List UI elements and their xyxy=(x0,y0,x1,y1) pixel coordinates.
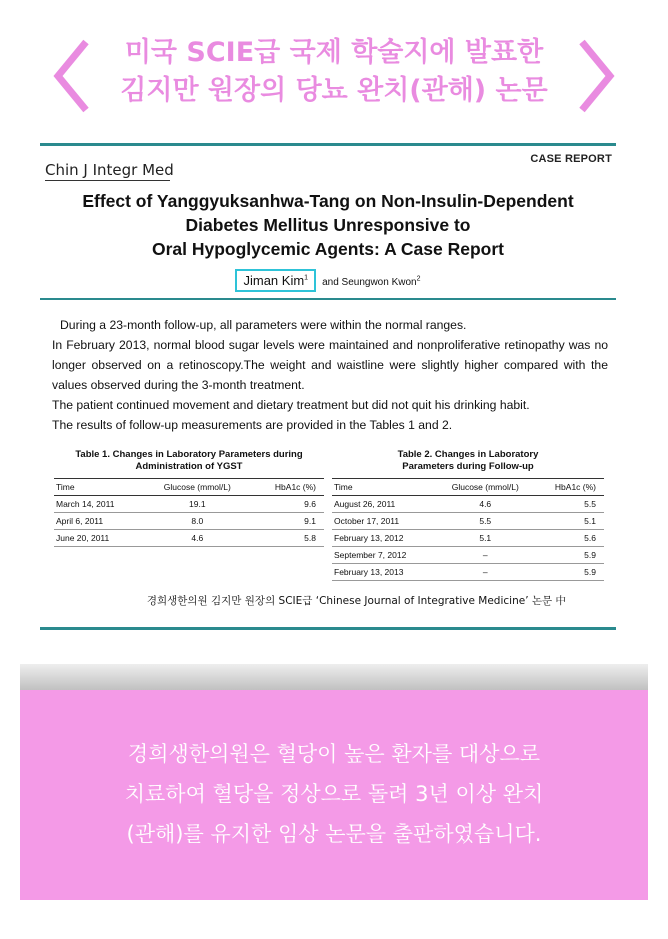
table-row xyxy=(54,513,324,530)
paragraph-line-3: The patient continued movement and dietary treatment but did not quit his drinking habit. xyxy=(52,398,530,412)
author-rest-text: and Seungwon Kwon xyxy=(322,276,417,288)
table-row xyxy=(332,513,604,530)
table-header-cell: Time xyxy=(332,479,437,496)
paper-title-line-2: Diabetes Mellitus Unresponsive to xyxy=(185,215,471,235)
table-1-title-line-2: Administration of YGST xyxy=(135,461,243,472)
table-cell: 5.1 xyxy=(437,530,534,547)
table-cell: 8.0 xyxy=(145,513,249,530)
table-1-grid xyxy=(54,478,324,547)
table-cell: June 20, 2011 xyxy=(54,530,145,547)
author-1-name: Jiman Kim xyxy=(243,273,305,288)
table-header-cell: HbA1c (%) xyxy=(249,479,324,496)
table-cell: October 17, 2011 xyxy=(332,513,437,530)
mid-rule xyxy=(40,298,616,300)
table-cell: March 14, 2011 xyxy=(54,496,145,513)
paragraph-line-4: The results of follow-up measurements are provided in the Tables 1 and 2. xyxy=(52,418,453,432)
summary-text xyxy=(20,734,648,854)
table-cell: 5.1 xyxy=(534,513,604,530)
highlighted-author xyxy=(235,269,316,292)
table-cell: – xyxy=(437,564,534,581)
table-row xyxy=(332,547,604,564)
paper-caption: 경희생한의원 김지만 원장의 SCIE급 ‘Chinese Journal of Integrative Medicine’ 논문 中 xyxy=(146,595,566,607)
paper-paragraph xyxy=(52,315,608,435)
table-row xyxy=(54,530,324,547)
table-cell: February 13, 2013 xyxy=(332,564,437,581)
table-cell: 5.9 xyxy=(534,547,604,564)
table-cell: 9.6 xyxy=(249,496,324,513)
table-cell: 19.1 xyxy=(145,496,249,513)
banner-title-line-1: 미국 SCIE급 국제 학술지에 발표한 xyxy=(124,37,544,68)
section-label: CASE REPORT xyxy=(530,153,612,165)
other-authors xyxy=(322,277,420,288)
table-cell: 5.5 xyxy=(534,496,604,513)
summary-line-1: 경희생한의원은 혈당이 높은 환자를 대상으로 xyxy=(127,742,541,766)
table-row xyxy=(332,496,604,513)
table-cell: 5.5 xyxy=(437,513,534,530)
table-header-cell: Time xyxy=(54,479,145,496)
table-cell: April 6, 2011 xyxy=(54,513,145,530)
box-shadow-strip xyxy=(20,664,648,692)
table-cell: 5.6 xyxy=(534,530,604,547)
table-cell: February 13, 2012 xyxy=(332,530,437,547)
paper-excerpt xyxy=(40,143,616,633)
table-2-grid xyxy=(332,478,604,581)
table-cell: 4.6 xyxy=(145,530,249,547)
table-2-title-line-1: Table 2. Changes in Laboratory xyxy=(397,449,539,460)
banner-title-line-2: 김지만 원장의 당뇨 완치(관해) 논문 xyxy=(120,75,548,106)
journal-underline xyxy=(45,180,170,181)
table-2 xyxy=(332,449,604,581)
table-1-title xyxy=(54,449,324,473)
table-cell: 9.1 xyxy=(249,513,324,530)
paragraph-line-1 xyxy=(52,315,608,335)
author-2-affiliation: 2 xyxy=(416,275,421,283)
paper-title xyxy=(40,189,616,261)
paragraph-sentence-1: During a 23-month follow-up, all parameters were within the normal ranges. xyxy=(60,318,467,332)
journal-name: Chin J Integr Med xyxy=(45,161,174,179)
table-header-row xyxy=(54,479,324,496)
paragraph-line-2: In February 2013, normal blood sugar levels were maintained and nonproliferative retinopathy was no longer observed on a retinoscopy.The weight and waistline were slightly higher compared with the values observed during the 3-month treatment. xyxy=(52,338,608,392)
table-header-cell: HbA1c (%) xyxy=(534,479,604,496)
table-row xyxy=(54,496,324,513)
table-cell: 4.6 xyxy=(437,496,534,513)
chevron-left-icon[interactable] xyxy=(52,38,90,114)
paper-title-line-1: Effect of Yanggyuksanhwa-Tang on Non-Insulin-Dependent xyxy=(82,191,574,211)
author-list xyxy=(40,269,616,292)
summary-box xyxy=(20,690,648,900)
table-1 xyxy=(54,449,324,547)
banner-title xyxy=(100,34,568,110)
author-1-affiliation: 1 xyxy=(304,274,309,282)
table-header-cell: Glucose (mmol/L) xyxy=(145,479,249,496)
table-cell: – xyxy=(437,547,534,564)
table-1-title-line-1: Table 1. Changes in Laboratory Parameters during xyxy=(75,449,303,460)
paper-title-line-3: Oral Hypoglycemic Agents: A Case Report xyxy=(151,239,505,259)
table-header-row xyxy=(332,479,604,496)
bottom-rule xyxy=(40,627,616,630)
table-row xyxy=(332,530,604,547)
table-header-cell: Glucose (mmol/L) xyxy=(437,479,534,496)
table-cell: September 7, 2012 xyxy=(332,547,437,564)
top-rule xyxy=(40,143,616,146)
summary-line-3: (관해)를 유지한 임상 논문을 출판하였습니다. xyxy=(126,822,542,846)
summary-line-2: 치료하여 혈당을 정상으로 돌려 3년 이상 완치 xyxy=(124,782,544,806)
header-banner xyxy=(0,0,668,130)
table-cell: August 26, 2011 xyxy=(332,496,437,513)
table-2-title-line-2: Parameters during Follow-up xyxy=(402,461,534,472)
chevron-right-icon[interactable] xyxy=(578,38,616,114)
table-row xyxy=(332,564,604,581)
table-cell: 5.8 xyxy=(249,530,324,547)
table-2-title xyxy=(332,449,604,473)
table-cell: 5.9 xyxy=(534,564,604,581)
